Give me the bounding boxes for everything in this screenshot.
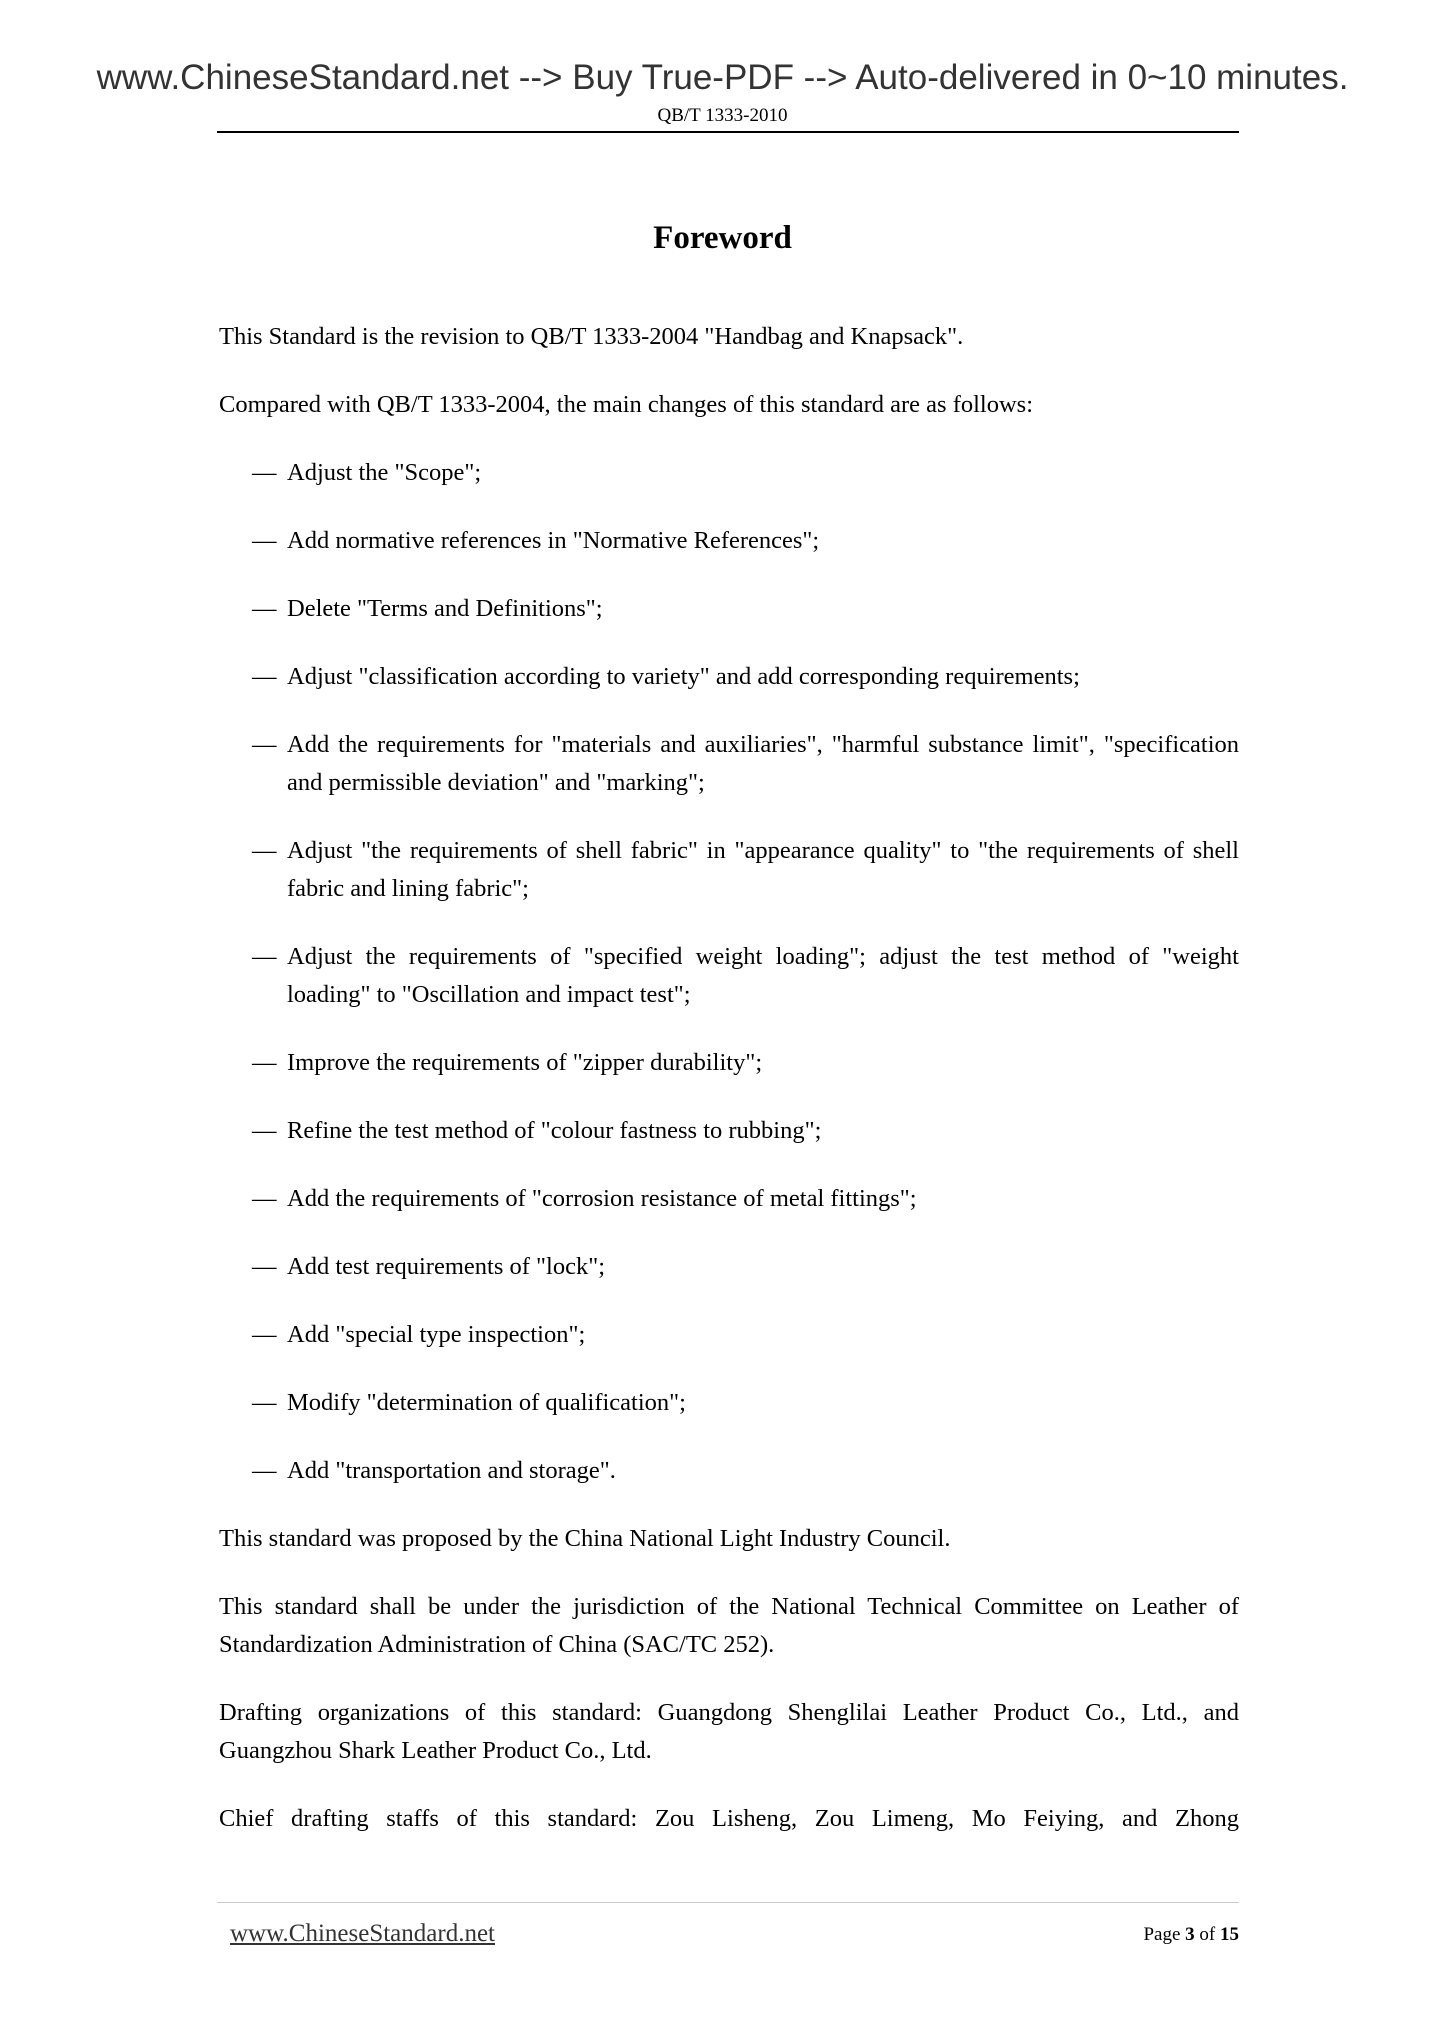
page-label: Page [1143,1924,1181,1945]
list-item [252,1452,1239,1490]
footer-website-link[interactable]: www.ChineseStandard.net [230,1920,495,1947]
intro-paragraph: This Standard is the revision to QB/T 1333-2004 "Handbag and Knapsack". [219,323,964,350]
list-item [252,522,1239,560]
page-total: 15 [1220,1924,1239,1945]
list-item-text: Adjust "classification according to variety" and add corresponding requirements; [287,663,1080,690]
list-item-text: Add "transportation and storage". [287,1457,616,1484]
list-item [252,726,1239,802]
list-item-text: Adjust the requirements of "specified weight loading"; adjust the test method of "weight loading" to "Oscillation and impact test"; [287,943,1239,1008]
document-code: QB/T 1333-2010 [657,105,788,126]
list-item-text: Add normative references in "Normative References"; [287,527,820,554]
page-current: 3 [1185,1924,1195,1945]
dash-bullet: — [252,1457,277,1484]
list-item [252,1248,1239,1286]
dash-bullet: — [252,459,277,486]
dash-bullet: — [252,663,277,690]
page-of-label: of [1199,1924,1216,1945]
list-item-text: Add the requirements of "corrosion resistance of metal fittings"; [287,1185,917,1212]
dash-bullet: — [252,1321,277,1348]
footer-divider [217,1902,1239,1903]
changes-list [219,454,1239,1490]
list-item-text: Modify "determination of qualification"; [287,1389,686,1416]
document-body [219,318,1239,1868]
list-item [252,938,1239,1014]
list-item [252,832,1239,908]
dash-bullet: — [252,595,277,622]
list-item [252,1316,1239,1354]
list-item-text: Add test requirements of "lock"; [287,1253,606,1280]
page-number [1143,1922,1239,1948]
list-item [252,658,1239,696]
list-item-text: Refine the test method of "colour fastness to rubbing"; [287,1117,822,1144]
dash-bullet: — [252,1117,277,1144]
dash-bullet: — [252,1389,277,1416]
list-item-text: Delete "Terms and Definitions"; [287,595,603,622]
dash-bullet: — [252,731,277,758]
list-item-text: Adjust "the requirements of shell fabric" in "appearance quality" to "the requirements of shell fabric and lining fabric"; [287,837,1239,902]
dash-bullet: — [252,1253,277,1280]
site-banner: www.ChineseStandard.net --> Buy True-PDF --> Auto-delivered in 0~10 minutes. [96,58,1349,97]
list-item [252,1180,1239,1218]
list-item [252,590,1239,628]
dash-bullet: — [252,837,277,864]
list-item-text: Adjust the "Scope"; [287,459,482,486]
closing-paragraph: This standard shall be under the jurisdiction of the National Technical Committee on Leather of Standardization Administration of China (SAC/TC 252). [219,1593,1239,1658]
list-item-text: Add the requirements for "materials and auxiliaries", "harmful substance limit", "specification and permissible deviation" and "marking"; [287,731,1239,796]
closing-paragraph: Chief drafting staffs of this standard: Zou Lisheng, Zou Limeng, Mo Feiying, and Zhong [219,1805,1239,1832]
list-item [252,1112,1239,1150]
dash-bullet: — [252,943,277,970]
closing-paragraph: This standard was proposed by the China National Light Industry Council. [219,1525,951,1552]
list-item-text: Add "special type inspection"; [287,1321,586,1348]
list-item [252,454,1239,492]
dash-bullet: — [252,1049,277,1076]
list-item [252,1384,1239,1422]
dash-bullet: — [252,527,277,554]
dash-bullet: — [252,1185,277,1212]
list-item [252,1044,1239,1082]
list-item-text: Improve the requirements of "zipper durability"; [287,1049,763,1076]
intro-paragraph: Compared with QB/T 1333-2004, the main changes of this standard are as follows: [219,391,1034,418]
page-title: Foreword [653,220,792,257]
closing-paragraph: Drafting organizations of this standard: Guangdong Shenglilai Leather Product Co., Ltd., and Guangzhou Shark Leather Product Co., Ltd. [219,1699,1239,1764]
header-divider [217,131,1239,133]
